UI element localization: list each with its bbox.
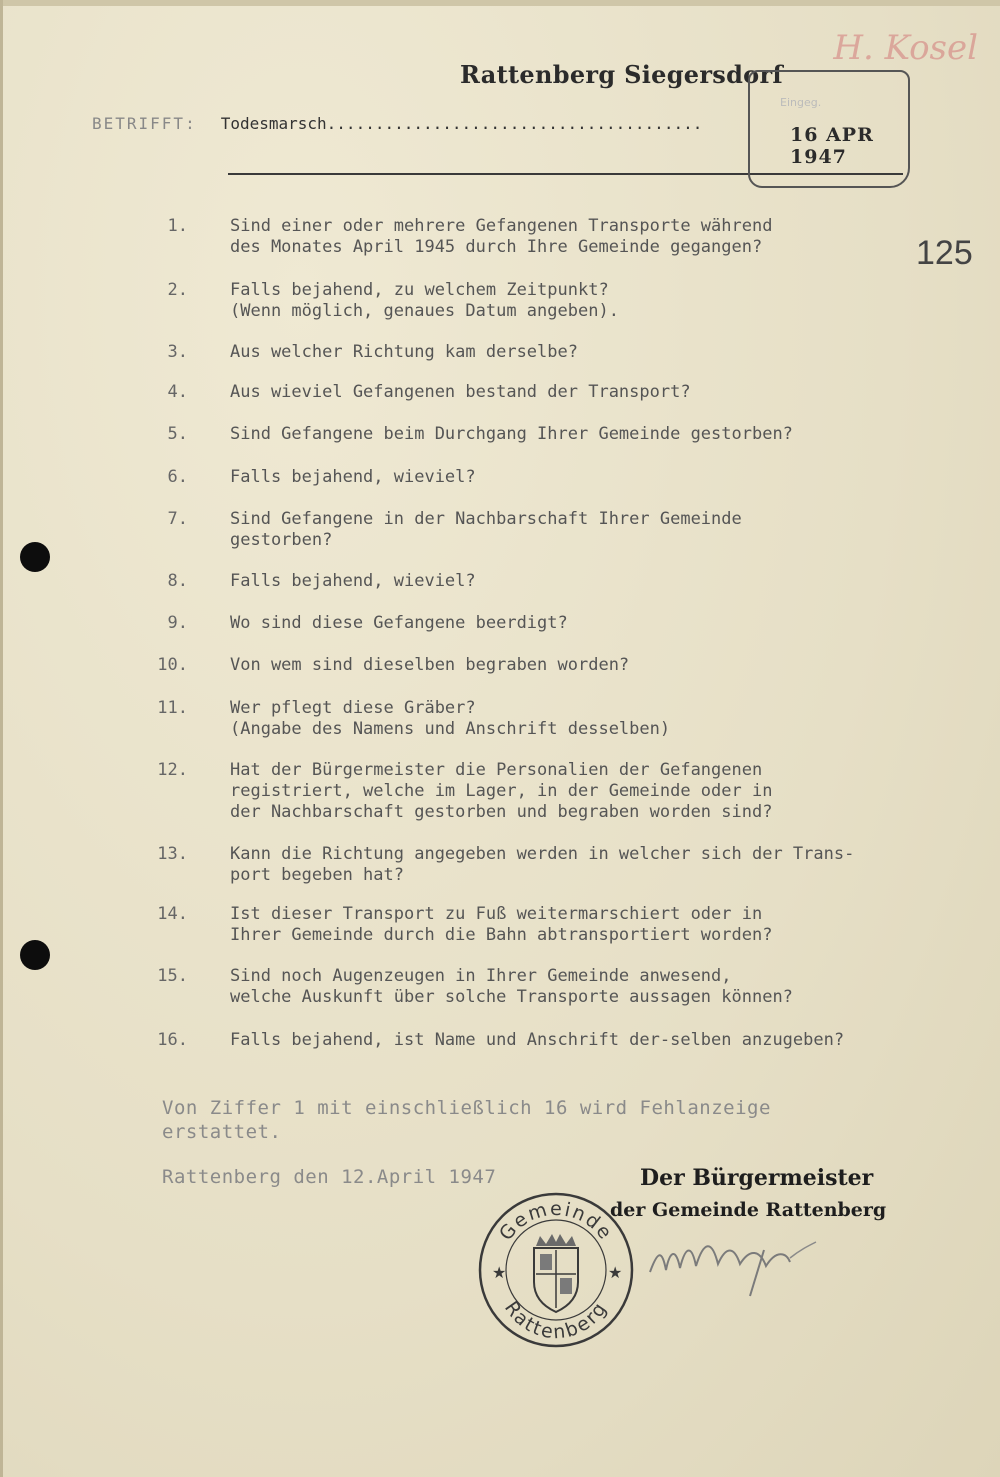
punch-hole — [20, 940, 50, 970]
municipal-seal — [476, 1190, 636, 1350]
star-icon: ★ — [608, 1263, 623, 1282]
subject-label: BETRIFFT: — [92, 114, 197, 133]
question-number: 15. — [157, 966, 188, 986]
question-number: 9. — [167, 613, 188, 633]
svg-text:Gemeinde — [495, 1198, 617, 1245]
mayor-stamp — [610, 1162, 886, 1226]
question-text: Wo sind diese Gefangene beerdigt? — [230, 613, 568, 633]
closing-statement: Von Ziffer 1 mit einschließlich 16 wird Fehlanzeige erstattet. — [162, 1097, 771, 1143]
place-heading: Rattenberg Siegersdorf — [460, 60, 784, 89]
place-date-line: Rattenberg den 12.April 1947 — [162, 1166, 497, 1188]
paper-left-edge — [0, 0, 3, 1477]
star-icon: ★ — [492, 1263, 507, 1282]
question-text: Von wem sind dieselben begraben worden? — [230, 655, 630, 675]
question-number: 4. — [167, 382, 188, 402]
question-number: 13. — [157, 844, 188, 864]
question-text: Falls bejahend, ist Name und Anschrift der-selben anzugeben? — [230, 1030, 845, 1050]
subject-line — [92, 114, 702, 133]
question-number: 10. — [157, 655, 188, 675]
question-number: 1. — [167, 216, 188, 236]
received-stamp — [748, 70, 910, 188]
received-stamp-date: 16 APR 1947 — [790, 124, 874, 168]
folio-number: 125 — [916, 234, 973, 272]
question-number: 11. — [157, 698, 188, 718]
coat-of-arms-icon — [534, 1234, 578, 1312]
question-text: Ist dieser Transport zu Fuß weitermarschiert oder in Ihrer Gemeinde durch die Bahn abtransportiert worden? — [230, 904, 773, 945]
punch-hole — [20, 542, 50, 572]
question-number: 5. — [167, 424, 188, 444]
question-number: 3. — [167, 342, 188, 362]
received-stamp-label: Eingeg. — [780, 96, 822, 109]
question-text: Falls bejahend, wieviel? — [230, 467, 476, 487]
seal-bottom-text: Rattenberg — [500, 1297, 612, 1344]
question-text: Falls bejahend, wieviel? — [230, 571, 476, 591]
question-number: 2. — [167, 280, 188, 300]
question-number: 14. — [157, 904, 188, 924]
mayor-stamp-title: Der Bürgermeister — [640, 1165, 874, 1191]
question-text: Aus welcher Richtung kam derselbe? — [230, 342, 578, 362]
paper-top-edge — [0, 0, 1000, 6]
question-text: Falls bejahend, zu welchem Zeitpunkt? (Wenn möglich, genaues Datum angeben). — [230, 280, 619, 321]
question-number: 16. — [157, 1030, 188, 1050]
question-text: Sind Gefangene beim Durchgang Ihrer Gemeinde gestorben? — [230, 424, 793, 444]
question-text: Aus wieviel Gefangenen bestand der Transport? — [230, 382, 691, 402]
seal-top-text: Gemeinde — [495, 1197, 618, 1245]
pencil-note: H. Kosel — [833, 28, 978, 68]
question-text: Sind einer oder mehrere Gefangenen Transporte während des Monates April 1945 durch Ihre Gemeinde gegangen? — [230, 216, 773, 257]
mayor-stamp-municipality: der Gemeinde Rattenberg — [610, 1199, 887, 1221]
question-text: Wer pflegt diese Gräber? (Angabe des Namens und Anschrift desselben) — [230, 698, 671, 739]
question-number: 6. — [167, 467, 188, 487]
question-number: 12. — [157, 760, 188, 780]
question-text: Sind Gefangene in der Nachbarschaft Ihrer Gemeinde gestorben? — [230, 509, 742, 550]
question-text: Hat der Bürgermeister die Personalien der Gefangenen registriert, welche im Lager, in der Gemeinde oder in der Nachbarschaft gestorben und begraben worden sind? — [230, 760, 773, 822]
question-number: 7. — [167, 509, 188, 529]
handwritten-signature — [640, 1220, 840, 1300]
question-text: Sind noch Augenzeugen in Ihrer Gemeinde anwesend, welche Auskunft über solche Transporte aussagen können? — [230, 966, 793, 1007]
subject-value: Todesmarsch....................................... — [220, 114, 703, 133]
question-number: 8. — [167, 571, 188, 591]
question-text: Kann die Richtung angegeben werden in welcher sich der Trans- port begeben hat? — [230, 844, 855, 885]
